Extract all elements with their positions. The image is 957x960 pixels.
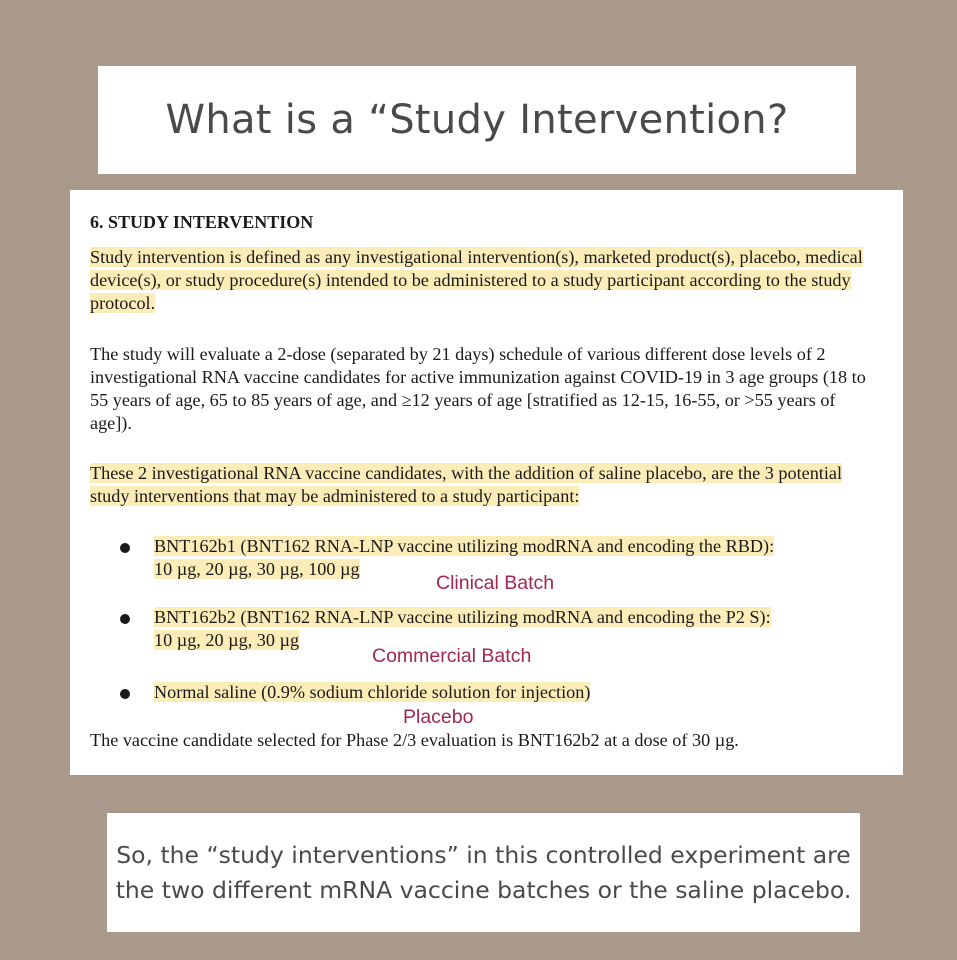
summary-card xyxy=(107,813,860,932)
summary-line-1: So, the “study interventions” in this controlled experiment are xyxy=(116,840,851,869)
highlighted-text: Normal saline (0.9% sodium chloride solution for injection) xyxy=(154,682,591,702)
summary-text xyxy=(116,838,852,908)
title-card xyxy=(98,66,856,174)
annotation-clinical-batch: Clinical Batch xyxy=(436,572,555,594)
candidates-paragraph xyxy=(90,462,880,508)
annotation-placebo: Placebo xyxy=(403,706,474,728)
dose-levels: 10 µg, 20 µg, 30 µg, 100 µg xyxy=(154,559,360,579)
bullet-item-saline xyxy=(154,681,894,704)
highlighted-text: Study intervention is defined as any investigational intervention(s), marketed product(s), placebo, medical device(s), or study procedure(s) intended to be administered to a study participant according to the study protocol. xyxy=(90,247,863,313)
document-excerpt xyxy=(70,190,903,775)
highlighted-text: These 2 investigational RNA vaccine candidates, with the addition of saline placebo, are the 3 potential study interventions that may be administered to a study participant: xyxy=(90,463,843,506)
highlighted-text: BNT162b2 (BNT162 RNA-LNP vaccine utilizing modRNA and encoding the P2 S): xyxy=(154,607,771,627)
dose-levels: 10 µg, 20 µg, 30 µg xyxy=(154,630,300,650)
highlighted-text: BNT162b1 (BNT162 RNA-LNP vaccine utilizing modRNA and encoding the RBD): xyxy=(154,536,775,556)
bullet-marker xyxy=(120,689,130,699)
page-title: What is a “Study Intervention? xyxy=(165,97,789,143)
study-description-paragraph: The study will evaluate a 2-dose (separated by 21 days) schedule of various different dose levels of 2 investigational RNA vaccine candidates for active immunization against COVID-19 in 3 age groups (18 to 55 years of age, 65 to 85 years of age, and ≥12 years of age [stratified as 12-15, 16-55, or >55 years of age]). xyxy=(90,344,866,433)
section-heading: 6. STUDY INTERVENTION xyxy=(90,212,314,232)
summary-line-2: the two different mRNA vaccine batches or the saline placebo. xyxy=(115,875,852,904)
definition-paragraph xyxy=(90,246,880,315)
conclusion-sentence: The vaccine candidate selected for Phase 2/3 evaluation is BNT162b2 at a dose of 30 µg. xyxy=(90,730,739,750)
bullet-marker xyxy=(120,614,130,624)
annotation-commercial-batch: Commercial Batch xyxy=(372,645,532,667)
bullet-marker xyxy=(120,543,130,553)
